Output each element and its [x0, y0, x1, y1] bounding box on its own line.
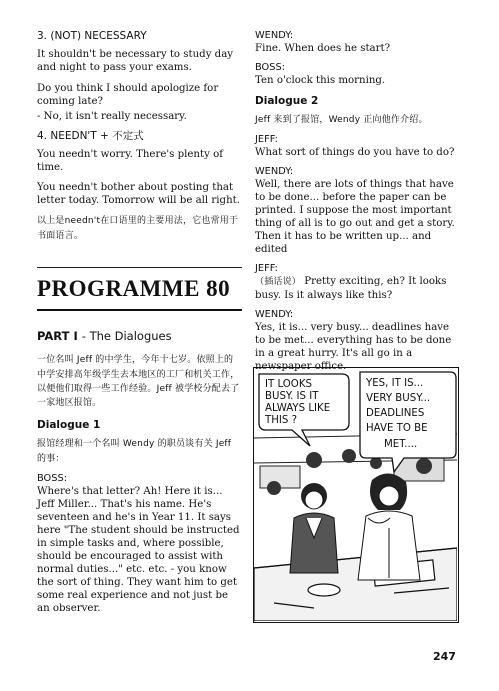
line-boss-2 — [255, 62, 460, 87]
section-4-note-cn: 以上是needn't在口语里的主要用法，它也常用于书面语言。 — [37, 216, 239, 241]
line-wendy-3 — [255, 309, 460, 373]
part-title: - The Dialogues — [81, 328, 172, 343]
boss-line-1: Where's that letter? Ah! Here it is... Jeff Miller... That's his name. He's seventeen and he's in Year 11. It says here "The student should be instructed in simple tasks and, where possible, should be encouraged to assist with normal duties..." etc. etc. - you know the sort of thing. They want him to get some real experience and not just be an observer. — [37, 485, 240, 615]
part-label: PART I — [37, 328, 78, 343]
line-jeff-2 — [255, 263, 460, 302]
bubble-2-line-3: DEADLINES — [366, 408, 425, 419]
speaker-wendy: WENDY: — [255, 30, 294, 41]
jeff-line-1: What sort of things do you have to do? — [255, 147, 455, 159]
wendy-line-1: Fine. When does he start? — [255, 42, 391, 54]
bubble-1-line-4: THIS ? — [265, 415, 298, 426]
bubble-1-line-1: IT LOOKS — [265, 379, 312, 390]
boss-line-2: Ten o'clock this morning. — [255, 74, 386, 86]
bubble-2-line-1: YES, IT IS... — [366, 378, 424, 389]
section-4-example-2: You needn't bother about posting that letter today. Tomorrow will be all right. — [37, 182, 240, 207]
jeff-figure — [290, 483, 338, 573]
line-wendy-2 — [255, 166, 460, 256]
line-wendy-1 — [255, 30, 460, 55]
dialogue-1-heading: Dialogue 1 — [37, 418, 101, 431]
speaker-boss: BOSS: — [37, 473, 67, 485]
wendy-figure — [358, 473, 420, 580]
programme-title: PROGRAMME 80 — [37, 274, 242, 310]
section-3-example-3: - No, it isn't really necessary. — [37, 110, 187, 122]
jeff-line-2-text: Pretty exciting, eh? It looks busy. Is it always like this? — [255, 276, 447, 302]
programme-header — [37, 267, 242, 310]
line-jeff-1 — [255, 134, 460, 159]
wendy-line-2: Well, there are lots of things that have to be done... before the paper can be printed. I suppose the most important thing of all is to go out and get a story. Then it has to be written up... and edited — [255, 178, 455, 256]
speaker-boss: BOSS: — [255, 61, 285, 73]
intro-cn: 一位名叫 Jeff 的中学生，今年十七岁。依照上的中学安排高年级学生去本地区的工厂和机关工作，以便他们取得一些工作经验。Jeff 被学校分配去了一家地区报馆。 — [37, 355, 240, 409]
bubble-1-line-2: BUSY. IS IT — [265, 391, 319, 402]
bubble-2-line-4: HAVE TO BE — [366, 423, 428, 434]
section-3-example-1: It shouldn't be necessary to study day and night to pass your exams. — [37, 49, 234, 74]
speaker-wendy: WENDY: — [255, 166, 294, 178]
section-3-example-2: Do you think I should apologize for coming late? — [37, 82, 219, 107]
speaker-jeff: JEFF: — [255, 263, 278, 275]
speaker-wendy: WENDY: — [255, 309, 294, 321]
page-number: 247 — [433, 650, 456, 663]
speaker-jeff: JEFF: — [255, 134, 278, 146]
dialogue-2-heading: Dialogue 2 — [255, 94, 319, 107]
bubble-2-line-5: MET.... — [384, 439, 418, 450]
left-column — [37, 30, 242, 622]
dialogue-1-intro-cn: 报馆经理和一个名叫 Wendy 的职员谈有关 Jeff 的事： — [37, 439, 232, 464]
section-3-heading: 3. (NOT) NECESSARY — [37, 30, 147, 42]
cartoon-illustration — [254, 368, 457, 621]
bubble-1-line-3: ALWAYS LIKE — [265, 403, 331, 414]
right-column — [255, 30, 460, 380]
jeff-line-2 — [255, 275, 460, 302]
dialogue-2-intro-cn: Jeff 来到了报馆，Wendy 正向他作介绍。 — [255, 115, 428, 126]
part-heading — [37, 329, 242, 344]
newsroom-cartoon — [253, 367, 459, 623]
jeff-aside-cn: （插话说） — [255, 277, 302, 287]
section-4-example-1: You needn't worry. There's plenty of time. — [37, 149, 223, 174]
section-4-heading: 4. NEEDN'T + 不定式 — [37, 129, 144, 142]
wendy-line-3: Yes, it is... very busy... deadlines have to be met... everything has to be done in a great hurry. It's all go in a newspaper office. — [255, 322, 452, 373]
bubble-2-line-2: VERY BUSY... — [366, 393, 431, 404]
